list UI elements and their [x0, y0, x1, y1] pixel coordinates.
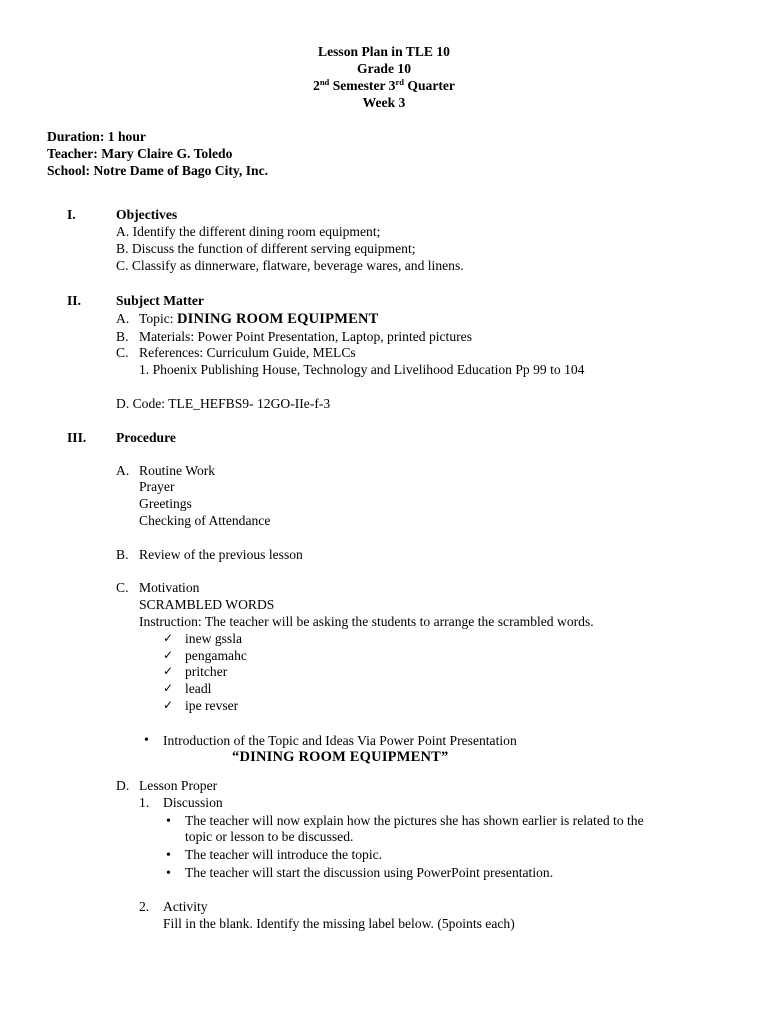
routine-item: Prayer: [139, 479, 175, 494]
school: School: Notre Dame of Bago City, Inc.: [47, 163, 269, 178]
doc-semester-quarter: 2nd Semester 3rd Quarter: [313, 77, 455, 93]
topic-letter: A.: [116, 311, 130, 326]
section-heading-subject-matter: Subject Matter: [116, 293, 204, 308]
code-line: D. Code: TLE_HEFBS9- 12GO-IIe-f-3: [116, 396, 331, 411]
discussion-title: Discussion: [163, 795, 223, 810]
section-heading-procedure: Procedure: [116, 430, 176, 445]
section-heading-objectives: Objectives: [116, 207, 178, 222]
bullet-icon: [166, 846, 171, 864]
motivation-letter: C.: [116, 580, 129, 595]
bullet-icon: [166, 812, 171, 830]
lesson-proper-title: Lesson Proper: [139, 778, 218, 793]
doc-title: Lesson Plan in TLE 10: [318, 44, 450, 59]
discussion-item: The teacher will now explain how the pictures she has shown earlier is related to the: [185, 813, 644, 828]
references-letter: C.: [116, 345, 129, 360]
routine-letter: A.: [116, 463, 130, 478]
duration: Duration: 1 hour: [47, 129, 146, 144]
scrambled-word: ipe revser: [185, 698, 239, 713]
discussion-item: The teacher will introduce the topic.: [185, 847, 383, 862]
motivation-title: Motivation: [139, 580, 200, 595]
discussion-item-continued: topic or lesson to be discussed.: [185, 829, 354, 844]
routine-title: Routine Work: [139, 463, 216, 478]
scrambled-word: pritcher: [185, 664, 228, 679]
discussion-item: The teacher will start the discussion using PowerPoint presentation.: [185, 865, 554, 880]
motivation-subtitle: SCRAMBLED WORDS: [139, 597, 275, 612]
doc-grade: Grade 10: [357, 61, 411, 76]
activity-number: 2.: [139, 899, 150, 914]
activity-title: Activity: [163, 899, 208, 914]
scrambled-word: inew gssla: [185, 631, 243, 646]
section-numeral-subject-matter: II.: [67, 293, 81, 308]
intro-title: “DINING ROOM EQUIPMENT”: [232, 749, 449, 765]
section-numeral-procedure: III.: [67, 430, 87, 445]
objective-item: C. Classify as dinnerware, flatware, beverage wares, and linens.: [116, 258, 464, 273]
motivation-instruction: Instruction: The teacher will be asking the students to arrange the scrambled words.: [139, 614, 594, 629]
checkmark-icon: [163, 662, 173, 680]
scrambled-word: leadl: [185, 681, 212, 696]
references-line: References: Curriculum Guide, MELCs: [139, 345, 356, 360]
review-title: Review of the previous lesson: [139, 547, 303, 562]
routine-item: Greetings: [139, 496, 192, 511]
teacher: Teacher: Mary Claire G. Toledo: [47, 146, 233, 161]
checkmark-icon: [163, 696, 173, 714]
bullet-icon: [144, 731, 149, 749]
topic-value: DINING ROOM EQUIPMENT: [176, 311, 379, 327]
objective-item: B. Discuss the function of different serving equipment;: [116, 241, 416, 256]
checkmark-icon: [163, 629, 173, 647]
section-numeral-objectives: I.: [67, 207, 76, 222]
doc-week: Week 3: [362, 95, 406, 110]
materials-letter: B.: [116, 329, 129, 344]
intro-bullet-text: Introduction of the Topic and Ideas Via Power Point Presentation: [163, 733, 517, 748]
scrambled-word: pengamahc: [185, 648, 247, 663]
topic-line: Topic: DINING ROOM EQUIPMENT: [139, 311, 379, 327]
objective-item: A. Identify the different dining room equipment;: [116, 224, 381, 239]
materials-line: Materials: Power Point Presentation, Laptop, printed pictures: [139, 329, 472, 344]
activity-instruction: Fill in the blank. Identify the missing label below. (5points each): [163, 916, 515, 931]
review-letter: B.: [116, 547, 129, 562]
lesson-proper-letter: D.: [116, 778, 130, 793]
routine-item: Checking of Attendance: [139, 513, 271, 528]
bullet-icon: [166, 864, 171, 882]
reference-item: 1. Phoenix Publishing House, Technology and Livelihood Education Pp 99 to 104: [139, 362, 585, 377]
discussion-number: 1.: [139, 795, 150, 810]
checkmark-icon: [163, 679, 173, 697]
